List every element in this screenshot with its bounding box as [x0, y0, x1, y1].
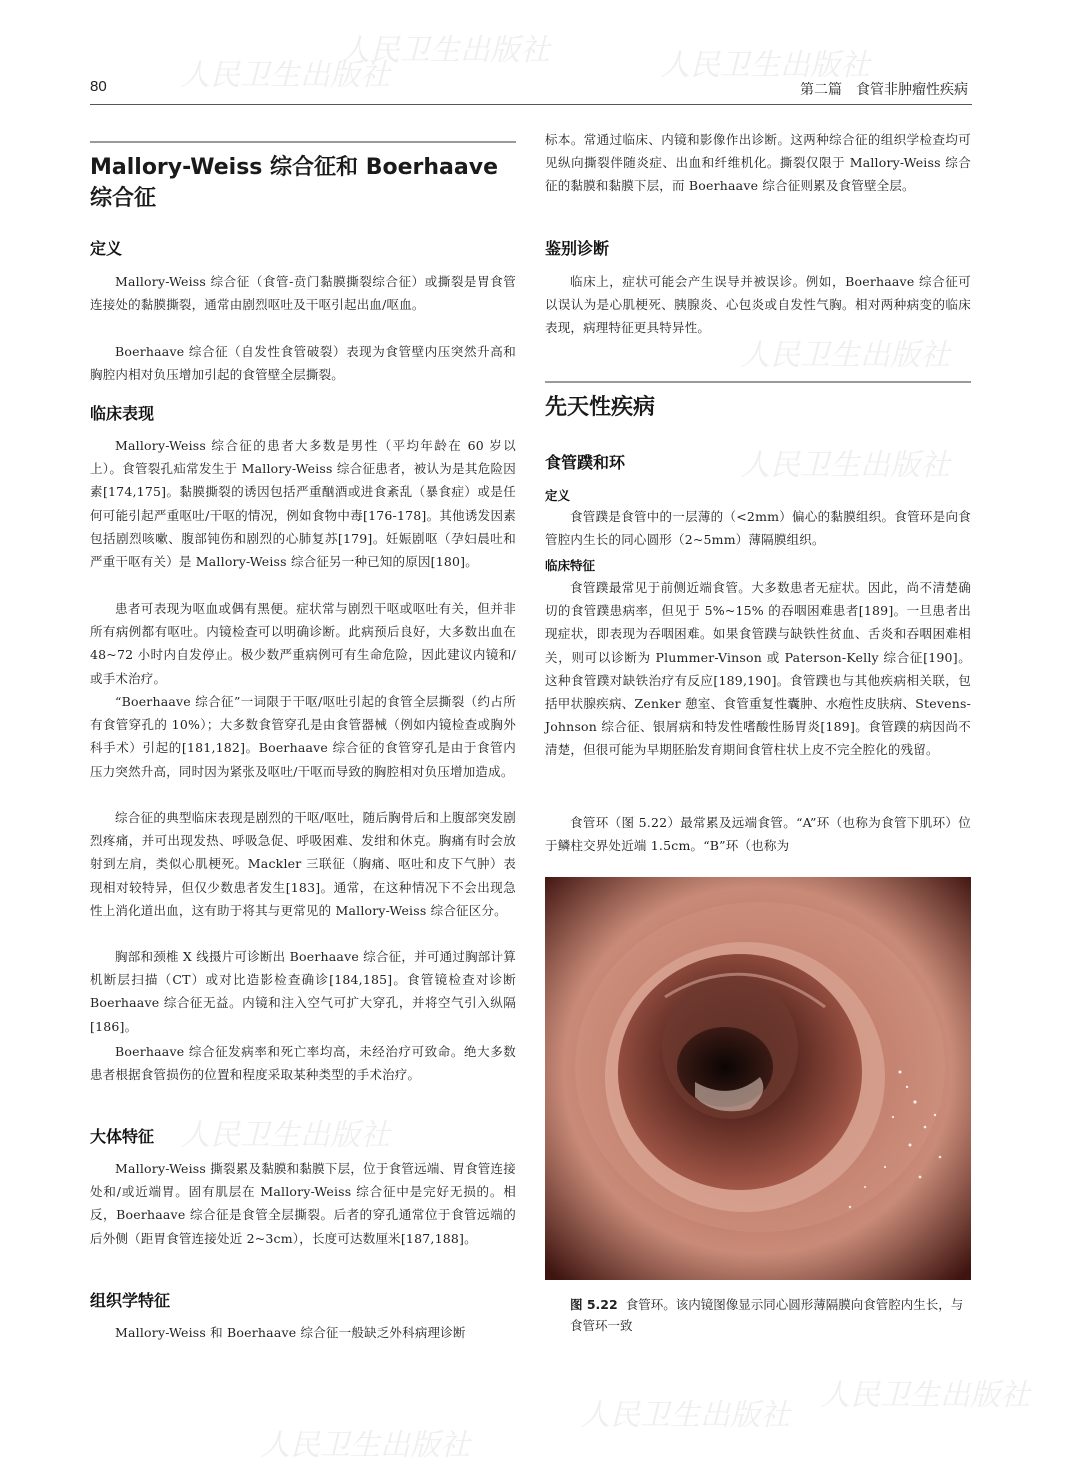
paragraph: 临床上，症状可能会产生误导并被误诊。例如，Boerhaave 综合征可以误认为是心肌梗死、胰腺炎、心包炎或自发性气胸。相对两种病变的临床表现，病理特征更具特异性。 [545, 274, 971, 336]
paragraph: “Boerhaave 综合征”一词限于干呕/呕吐引起的食管全层撕裂（约占所有食管穿孔的 10%）；大多数食管穿孔是由食管器械（例如内镜检查或胸外科手术）引起的[181,182]。Boerhaave 综合征的食管穿孔是由于食管内压力突然升高，同时因为紧张及呕吐/干呕而导致的胸腔相对负压增加造成。 [90, 694, 516, 779]
heading-definition: 定义 [90, 239, 123, 258]
heading-gross: 大体特征 [90, 1127, 155, 1146]
figure-caption-text: 食管环。该内镜图像显示同心圆形薄隔膜向食管腔内生长，与食管环一致 [570, 1297, 964, 1333]
watermark: 人民卫生出版社 [820, 1378, 1030, 1413]
paragraph: 食管蹼最常见于前侧近端食管。大多数患者无症状。因此，尚不清楚确切的食管蹼患病率，但见于 5%~15% 的吞咽困难患者[189]。一旦患者出现症状，即表现为吞咽困难。如果食管蹼与缺铁性贫血、舌炎和吞咽困难相关，则可以诊断为 Plummer-Vinson 或 Paterson-Kelly 综合征[190]。这种食管蹼对缺铁治疗有反应[189,190]。食管蹼也与其他疾病相关联，包括甲状腺疾病、Zenker 憩室、食管重复性囊肿、水疱性皮肤病、Stevens-Johnson 综合征、银屑病和特发性嗜酸性肠胃炎[189]。食管蹼的病因尚不清楚，但很可能为早期胚胎发育期间食管柱状上皮不完全腔化的残留。 [545, 580, 971, 758]
paragraph: Mallory-Weiss 和 Boerhaave 综合征一般缺乏外科病理诊断 [115, 1325, 466, 1340]
endoscopy-image [545, 877, 971, 1280]
section-title: Mallory-Weiss 综合征和 Boerhaave 综合征 [90, 155, 498, 211]
subheading-clinical: 临床特征 [545, 558, 596, 573]
paragraph: 胸部和颈椎 X 线摄片可诊断出 Boerhaave 综合征，并可通过胸部计算机断层扫描（CT）或对比造影检查确诊[184,185]。食管镜检查对诊断 Boerhaave 综合征无益。内镜和注入空气可扩大穿孔，并将空气引入纵隔[186]。 [90, 949, 516, 1034]
watermark: 人民卫生出版社 [740, 448, 950, 483]
page-number: 80 [90, 78, 107, 95]
watermark: 人民卫生出版社 [740, 338, 950, 373]
heading-differential: 鉴别诊断 [545, 239, 610, 258]
running-head: 第二篇 食管非肿瘤性疾病 [800, 82, 968, 98]
heading-web-ring: 食管蹼和环 [545, 453, 626, 472]
figure-label: 图 5.22 [570, 1297, 618, 1312]
section-rule [90, 141, 516, 143]
paragraph: 食管蹼是食管中的一层薄的（<2mm）偏心的黏膜组织。食管环是向食管腔内生长的同心圆形（2~5mm）薄隔膜组织。 [545, 509, 971, 548]
watermark: 人民卫生出版社 [580, 1398, 790, 1433]
heading-clinical: 临床表现 [90, 404, 155, 423]
watermark: 人民卫生出版社 [180, 1118, 390, 1153]
section-rule [545, 381, 971, 383]
paragraph: 食管环（图 5.22）最常累及远端食管。“A”环（也称为食管下肌环）位于鳞柱交界处近端 1.5cm。“B”环（也称为 [545, 815, 971, 854]
paragraph: 综合征的典型临床表现是剧烈的干呕/呕吐，随后胸骨后和上腹部突发剧烈疼痛，并可出现发热、呼吸急促、呼吸困难、发绀和休克。胸痛有时会放射到左肩，类似心肌梗死。Mackler 三联征（胸痛、呕吐和皮下气肿）表现相对较特异，但仅少数患者发生[183]。通常，在这种情况下不会出现急性上消化道出血，这有助于将其与更常见的 Mallory-Weiss 综合征区分。 [90, 810, 516, 918]
section-title: 先天性疾病 [545, 395, 656, 420]
paragraph: Mallory-Weiss 撕裂累及黏膜和黏膜下层，位于食管远端、胃食管连接处和/或近端胃。固有肌层在 Mallory-Weiss 综合征中是完好无损的。相反，Boerhaave 综合征是食管全层撕裂。后者的穿孔通常位于食管远端的后外侧（距胃食管连接处近 2~3cm），长度可达数厘米[187,188]。 [90, 1161, 516, 1246]
watermark: 人民卫生出版社 [180, 58, 390, 93]
subheading-definition: 定义 [545, 488, 571, 503]
heading-histology: 组织学特征 [90, 1291, 171, 1310]
paragraph: Boerhaave 综合征（自发性食管破裂）表现为食管壁内压突然升高和胸腔内相对负压增加引起的食管壁全层撕裂。 [90, 344, 516, 383]
watermark: 人民卫生出版社 [340, 33, 550, 68]
header-rule [90, 104, 972, 105]
watermark: 人民卫生出版社 [660, 48, 870, 83]
paragraph: Boerhaave 综合征发病率和死亡率均高，未经治疗可致命。绝大多数患者根据食管损伤的位置和程度采取某种类型的手术治疗。 [90, 1044, 516, 1083]
paragraph: 标本。常通过临床、内镜和影像作出诊断。这两种综合征的组织学检查均可见纵向撕裂伴随炎症、出血和纤维机化。撕裂仅限于 Mallory-Weiss 综合征的黏膜和黏膜下层，而 Boerhaave 综合征则累及食管壁全层。 [545, 132, 971, 194]
paragraph: Mallory-Weiss 综合征（食管-贲门黏膜撕裂综合征）或撕裂是胃食管连接处的黏膜撕裂，通常由剧烈呕吐及干呕引起出血/呕血。 [90, 274, 516, 313]
paragraph: Mallory-Weiss 综合征的患者大多数是男性（平均年龄在 60 岁以上）。食管裂孔疝常发生于 Mallory-Weiss 综合征患者，被认为是其危险因素[174,175]。黏膜撕裂的诱因包括严重酗酒或进食紊乱（暴食症）或是任何可能引起严重呕吐/干呕的情况，例如食物中毒[176-178]。其他诱发因素包括剧烈咳嗽、腹部钝伤和剧烈的心肺复苏[179]。妊娠剧呕（孕妇晨吐和严重干呕有关）是 Mallory-Weiss 综合征另一种已知的原因[180]。 [90, 438, 516, 570]
paragraph: 患者可表现为呕血或偶有黑便。症状常与剧烈干呕或呕吐有关，但并非所有病例都有呕吐。内镜检查可以明确诊断。此病预后良好，大多数出血在 48~72 小时内自发停止。极少数严重病例可有生命危险，因此建议内镜和/或手术治疗。 [90, 601, 516, 686]
watermark: 人民卫生出版社 [260, 1428, 470, 1463]
figure-caption [570, 1294, 970, 1336]
